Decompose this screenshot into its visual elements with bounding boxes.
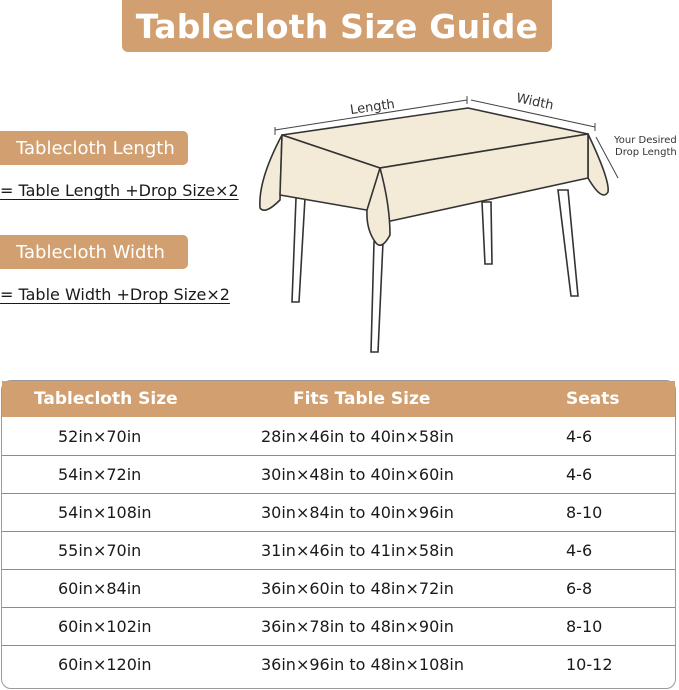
header-tablecloth-size: Tablecloth Size [34, 389, 178, 409]
tablecloth-width-formula: = Table Width +Drop Size×2 [0, 285, 230, 304]
table-row [2, 455, 675, 493]
cell-fits-table-size: 36in×60in to 48in×72in [261, 579, 454, 598]
tablecloth-length-label [0, 131, 188, 165]
cell-fits-table-size: 31in×46in to 41in×58in [261, 541, 454, 560]
cell-seats: 4-6 [566, 465, 593, 484]
table-leg-front [371, 242, 383, 352]
cloth-right-drop [588, 134, 608, 195]
drop-label-line1: Your Desired [614, 135, 677, 146]
cell-tablecloth-size: 60in×84in [58, 579, 142, 598]
width-label: Width [514, 90, 555, 114]
size-table-header [2, 381, 675, 417]
header-fits-table-size: Fits Table Size [293, 389, 431, 409]
header-seats: Seats [566, 389, 620, 409]
cell-fits-table-size: 36in×78in to 48in×90in [261, 617, 454, 636]
cell-seats: 6-8 [566, 579, 593, 598]
cloth-left-drop [260, 135, 282, 210]
table-leg-back-left [292, 198, 305, 302]
table-row [2, 569, 675, 607]
title-banner [122, 0, 552, 52]
table-legs [292, 190, 578, 352]
cell-fits-table-size: 36in×96in to 48in×108in [261, 655, 465, 674]
cell-tablecloth-size: 54in×108in [58, 503, 152, 522]
cell-tablecloth-size: 60in×120in [58, 655, 152, 674]
cell-seats: 10-12 [566, 655, 613, 674]
cell-fits-table-size: 28in×46in to 40in×58in [261, 426, 454, 446]
table-row [2, 531, 675, 569]
table-row [2, 607, 675, 645]
table-illustration [250, 80, 677, 365]
table-row [2, 493, 675, 531]
cell-seats: 4-6 [566, 426, 593, 446]
table-leg-back-center [482, 202, 492, 264]
tablecloth-length-formula: = Table Length +Drop Size×2 [0, 181, 239, 200]
tablecloth-length-label-text: Tablecloth Length [16, 137, 175, 159]
cell-tablecloth-size: 60in×102in [58, 617, 152, 636]
tablecloth-width-label-text: Tablecloth Width [16, 241, 165, 263]
cell-fits-table-size: 30in×48in to 40in×60in [261, 465, 454, 484]
cell-fits-table-size: 30in×84in to 40in×96in [261, 503, 454, 522]
table-row [2, 417, 675, 455]
table-leg-right [558, 190, 578, 296]
page-title: Tablecloth Size Guide [135, 6, 539, 46]
drop-label-line2: Drop Length [615, 147, 677, 158]
length-label: Length [349, 97, 396, 119]
cell-seats: 8-10 [566, 503, 603, 522]
tablecloth-shape [260, 108, 608, 245]
table-row [2, 645, 675, 683]
size-table-body [2, 417, 675, 683]
cell-seats: 4-6 [566, 541, 593, 560]
cell-tablecloth-size: 55in×70in [58, 541, 142, 560]
tablecloth-width-label [0, 235, 188, 269]
cell-tablecloth-size: 52in×70in [58, 426, 142, 446]
size-table [1, 380, 676, 689]
cell-tablecloth-size: 54in×72in [58, 465, 142, 484]
cell-seats: 8-10 [566, 617, 603, 636]
